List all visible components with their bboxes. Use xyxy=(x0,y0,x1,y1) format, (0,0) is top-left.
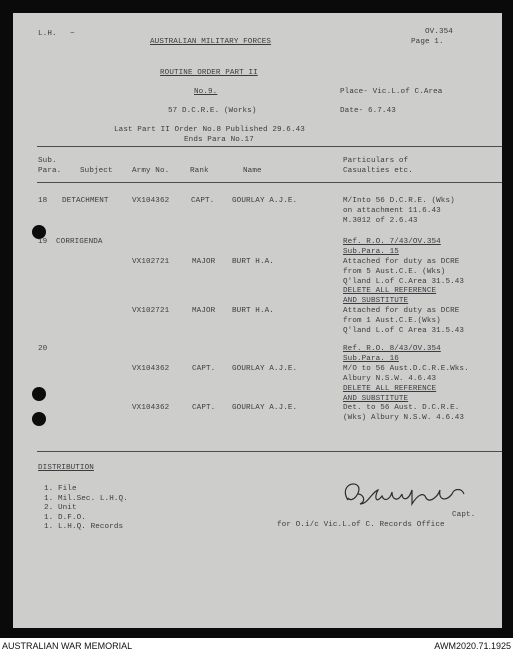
order-title: ROUTINE ORDER PART II xyxy=(160,69,258,77)
entry-18-line-1: M/Into 56 D.C.R.E. (Wks) xyxy=(343,197,455,205)
col-subject: Subject xyxy=(80,167,113,175)
entry-20-b-line-2: (Wks) Albury N.S.W. 4.6.43 xyxy=(343,414,465,422)
entry-19-a-army-no: VX102721 xyxy=(132,258,170,266)
entry-20-para: 20 xyxy=(38,345,48,353)
distribution-item: 1. L.H.Q. Records xyxy=(44,523,124,531)
col-particulars: Particulars of xyxy=(343,157,409,165)
entry-18-para: 18 xyxy=(38,197,48,205)
entry-18-line-3: M.3012 of 2.6.43 xyxy=(343,217,418,225)
ends-para-note: Ends Para No.17 xyxy=(184,136,254,144)
entry-20-delete-note: DELETE ALL REFERENCE xyxy=(343,385,437,393)
page-number: Page 1. xyxy=(411,38,444,46)
entry-20-b-line-1: Det. to 56 Aust. D.C.R.E. xyxy=(343,404,460,412)
signoff-rank: Capt. xyxy=(452,511,476,519)
order-place: Place- Vic.L.of C.Area xyxy=(340,88,443,96)
entry-19-a-rank: MAJOR xyxy=(192,258,216,266)
entry-20-a-name: GOURLAY A.J.E. xyxy=(232,365,298,373)
header-rule-top xyxy=(37,146,502,147)
col-para: Para. xyxy=(38,167,62,175)
footer-source: AUSTRALIAN WAR MEMORIAL xyxy=(2,641,133,651)
entry-19-b-line-1: Attached for duty as DCRE xyxy=(343,307,460,315)
entry-19-a-line-1: Attached for duty as DCRE xyxy=(343,258,460,266)
entry-19-substitute-note: AND SUBSTITUTE xyxy=(343,297,409,305)
header-ln: L.H. xyxy=(38,30,57,38)
file-reference: OV.354 xyxy=(425,28,453,36)
distribution-item: 1. Mil.Sec. L.H.Q. xyxy=(44,495,128,503)
entry-20-substitute-note: AND SUBSTITUTE xyxy=(343,395,409,403)
unit-name: 57 D.C.R.E. (Works) xyxy=(168,107,257,115)
entry-19-b-line-2: from 1 Aust.C.E.(Wks) xyxy=(343,317,441,325)
entry-19-subject: CORRIGENDA xyxy=(56,238,103,246)
entry-20-a-line-2: Albury N.S.W. 4.6.43 xyxy=(343,375,437,383)
entry-19-b-line-3: Q'land L.of C Area 31.5.43 xyxy=(343,327,465,335)
entry-18-name: GOURLAY A.J.E. xyxy=(232,197,298,205)
punch-hole-middle xyxy=(32,387,46,401)
entry-19-a-line-2: from 5 Aust.C.E. (Wks) xyxy=(343,268,446,276)
col-casualties: Casualties etc. xyxy=(343,167,413,175)
entry-19-a-line-3: Q'land L.of C.Area 31.5.43 xyxy=(343,278,465,286)
col-sub: Sub. xyxy=(38,157,57,165)
punch-hole-bottom xyxy=(32,412,46,426)
handwritten-signature xyxy=(338,478,488,512)
entry-20-a-rank: CAPT. xyxy=(192,365,216,373)
entry-18-line-2: on attachment 11.6.43 xyxy=(343,207,441,215)
entry-19-b-rank: MAJOR xyxy=(192,307,216,315)
entry-19-para: 19 xyxy=(38,238,48,246)
entry-20-reference: Ref. R.O. 8/43/OV.354 xyxy=(343,345,441,353)
header-mark: ~ xyxy=(70,30,75,38)
entry-19-delete-note: DELETE ALL REFERENCE xyxy=(343,287,437,295)
order-date: Date- 6.7.43 xyxy=(340,107,396,115)
col-name: Name xyxy=(243,167,262,175)
header-rule-bottom xyxy=(37,182,502,183)
col-rank: Rank xyxy=(190,167,209,175)
entry-20-b-army-no: VX104362 xyxy=(132,404,170,412)
table-rule-bottom xyxy=(37,451,502,452)
footer-accession-number: AWM2020.71.1925 xyxy=(434,641,511,651)
entry-18-subject: DETACHMENT xyxy=(62,197,109,205)
entry-19-sub-para: Sub.Para. 15 xyxy=(343,248,399,256)
entry-19-b-army-no: VX102721 xyxy=(132,307,170,315)
entry-20-b-name: GOURLAY A.J.E. xyxy=(232,404,298,412)
entry-19-reference: Ref. R.O. 7/43/OV.354 xyxy=(343,238,441,246)
col-army-no: Army No. xyxy=(132,167,170,175)
entry-20-a-army-no: VX104362 xyxy=(132,365,170,373)
entry-19-b-name: BURT H.A. xyxy=(232,307,274,315)
entry-20-b-rank: CAPT. xyxy=(192,404,216,412)
signoff-office: for O.i/c Vic.L.of C. Records Office xyxy=(277,521,445,529)
entry-18-army-no: VX104362 xyxy=(132,197,170,205)
entry-20-sub-para: Sub.Para. 16 xyxy=(343,355,399,363)
distribution-heading: DISTRIBUTION xyxy=(38,464,94,472)
distribution-item: 1. D.F.O. xyxy=(44,514,86,522)
distribution-item: 1. File xyxy=(44,485,77,493)
entry-20-a-line-1: M/O to 56 Aust.D.C.R.E.Wks. xyxy=(343,365,469,373)
entry-18-rank: CAPT. xyxy=(191,197,215,205)
last-order-note: Last Part II Order No.8 Published 29.6.43 xyxy=(114,126,305,134)
order-number: No.9. xyxy=(194,88,218,96)
entry-19-a-name: BURT H.A. xyxy=(232,258,274,266)
distribution-item: 2. Unit xyxy=(44,504,77,512)
organisation-heading: AUSTRALIAN MILITARY FORCES xyxy=(150,38,272,46)
